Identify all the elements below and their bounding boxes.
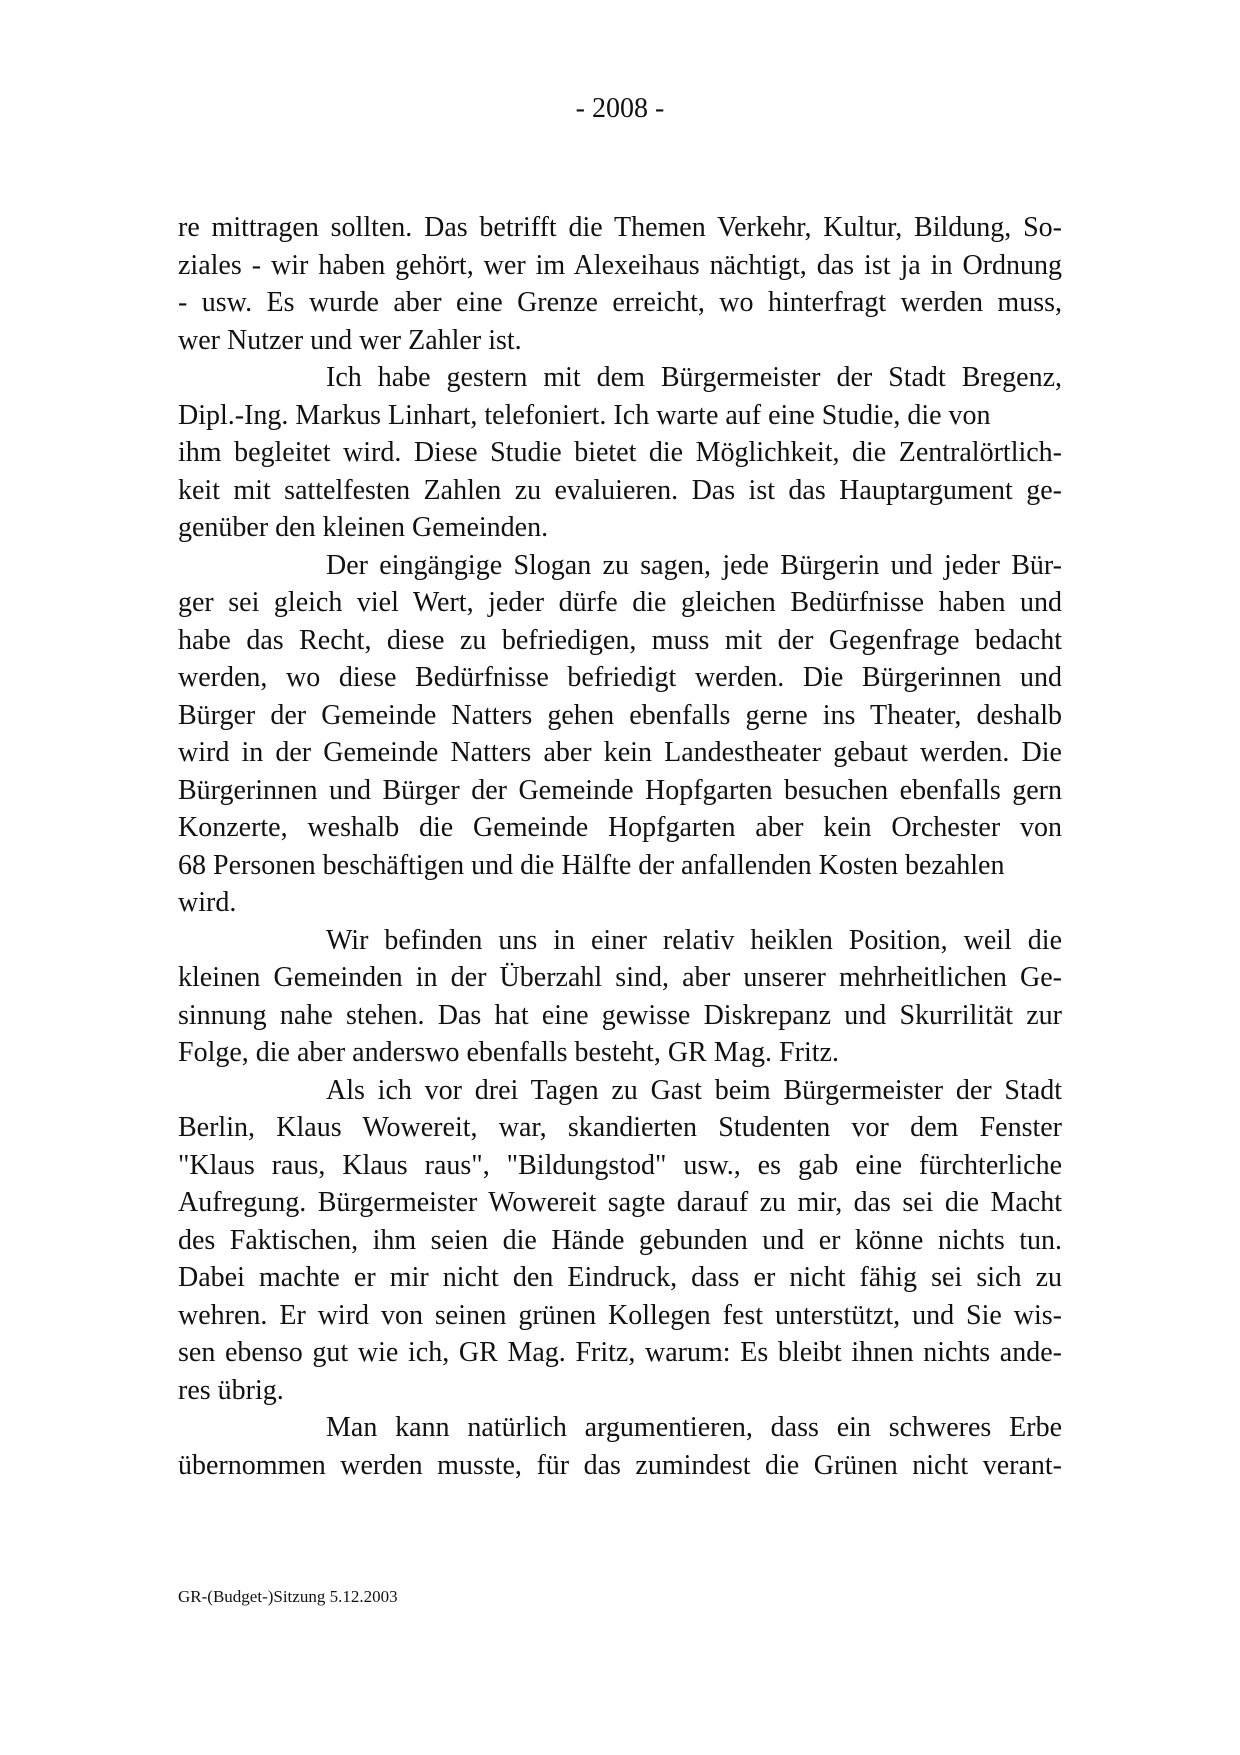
text-line: wehren. Er wird von seinen grünen Kollegen fest unterstützt, und Sie wis- — [178, 1299, 1062, 1331]
text-line: "Klaus raus, Klaus raus", "Bildungstod" usw., es gab eine fürchterliche — [178, 1149, 1062, 1181]
text-line: re mittragen sollten. Das betrifft die Themen Verkehr, Kultur, Bildung, So- — [178, 212, 1062, 243]
text-line: des Faktischen, ihm seien die Hände gebunden und er könne nichts tun. — [178, 1224, 1062, 1256]
paragraph-first-line: Der eingängige Slogan zu sagen, jede Bürgerin und jeder Bür- — [326, 549, 1062, 581]
text-line: Folge, die aber anderswo ebenfalls besteht, GR Mag. Fritz. — [178, 1037, 839, 1068]
text-line: Dabei machte er mir nicht den Eindruck, dass er nicht fähig sei sich zu — [178, 1262, 1062, 1293]
body-text — [178, 209, 1062, 1484]
text-line: wird in der Gemeinde Natters aber kein Landestheater gebaut werden. Die — [178, 737, 1062, 768]
text-line: kleinen Gemeinden in der Überzahl sind, aber unserer mehrheitlichen Ge- — [178, 962, 1062, 993]
text-line: - usw. Es wurde aber eine Grenze erreicht, wo hinterfragt werden muss, — [178, 287, 1062, 318]
text-line: keit mit sattelfesten Zahlen zu evaluieren. Das ist das Hauptargument ge- — [178, 474, 1062, 506]
paragraph-first-line: Ich habe gestern mit dem Bürgermeister der Stadt Bregenz, — [326, 362, 1062, 393]
paragraph-first-line: Man kann natürlich argumentieren, dass ein schweres Erbe — [326, 1412, 1062, 1443]
text-line: Bürger der Gemeinde Natters gehen ebenfalls gerne ins Theater, deshalb — [178, 699, 1062, 731]
text-line: Berlin, Klaus Wowereit, war, skandierten Studenten vor dem Fenster — [178, 1112, 1062, 1143]
text-line: Dipl.-Ing. Markus Linhart, telefoniert. Ich warte auf eine Studie, die von — [178, 399, 991, 431]
text-line: wird. — [178, 887, 237, 918]
text-line: Bürgerinnen und Bürger der Gemeinde Hopfgarten besuchen ebenfalls gern — [178, 774, 1062, 806]
text-line: sinnung nahe stehen. Das hat eine gewisse Diskrepanz und Skurrilität zur — [178, 999, 1062, 1031]
text-line: Aufregung. Bürgermeister Wowereit sagte darauf zu mir, das sei die Macht — [178, 1187, 1062, 1218]
text-line: übernommen werden musste, für das zumindest die Grünen nicht verant- — [178, 1449, 1062, 1481]
text-line: res übrig. — [178, 1374, 284, 1406]
text-line: genüber den kleinen Gemeinden. — [178, 512, 549, 543]
paragraph-first-line: Als ich vor drei Tagen zu Gast beim Bürgermeister der Stadt — [326, 1074, 1062, 1106]
text-line: 68 Personen beschäftigen und die Hälfte der anfallenden Kosten bezahlen — [178, 849, 1005, 881]
footer-session-label: GR-(Budget-)Sitzung 5.12.2003 — [178, 1587, 398, 1606]
text-line: sen ebenso gut wie ich, GR Mag. Fritz, warum: Es bleibt ihnen nichts ande- — [178, 1337, 1062, 1368]
text-line: Konzerte, weshalb die Gemeinde Hopfgarten aber kein Orchester von — [178, 812, 1062, 843]
page-number: - 2008 - — [575, 93, 665, 124]
text-line: ziales - wir haben gehört, wer im Alexeihaus nächtigt, das ist ja in Ordnung — [178, 249, 1062, 281]
text-line: ger sei gleich viel Wert, jeder dürfe die gleichen Bedürfnisse haben und — [178, 587, 1062, 618]
text-line: wer Nutzer und wer Zahler ist. — [178, 324, 522, 356]
text-line: ihm begleitet wird. Diese Studie bietet die Möglichkeit, die Zentralörtlich- — [178, 437, 1062, 468]
paragraph-first-line: Wir befinden uns in einer relativ heiklen Position, weil die — [326, 924, 1062, 956]
text-line: habe das Recht, diese zu befriedigen, muss mit der Gegenfrage bedacht — [178, 624, 1062, 656]
text-line: werden, wo diese Bedürfnisse befriedigt werden. Die Bürgerinnen und — [178, 662, 1062, 693]
